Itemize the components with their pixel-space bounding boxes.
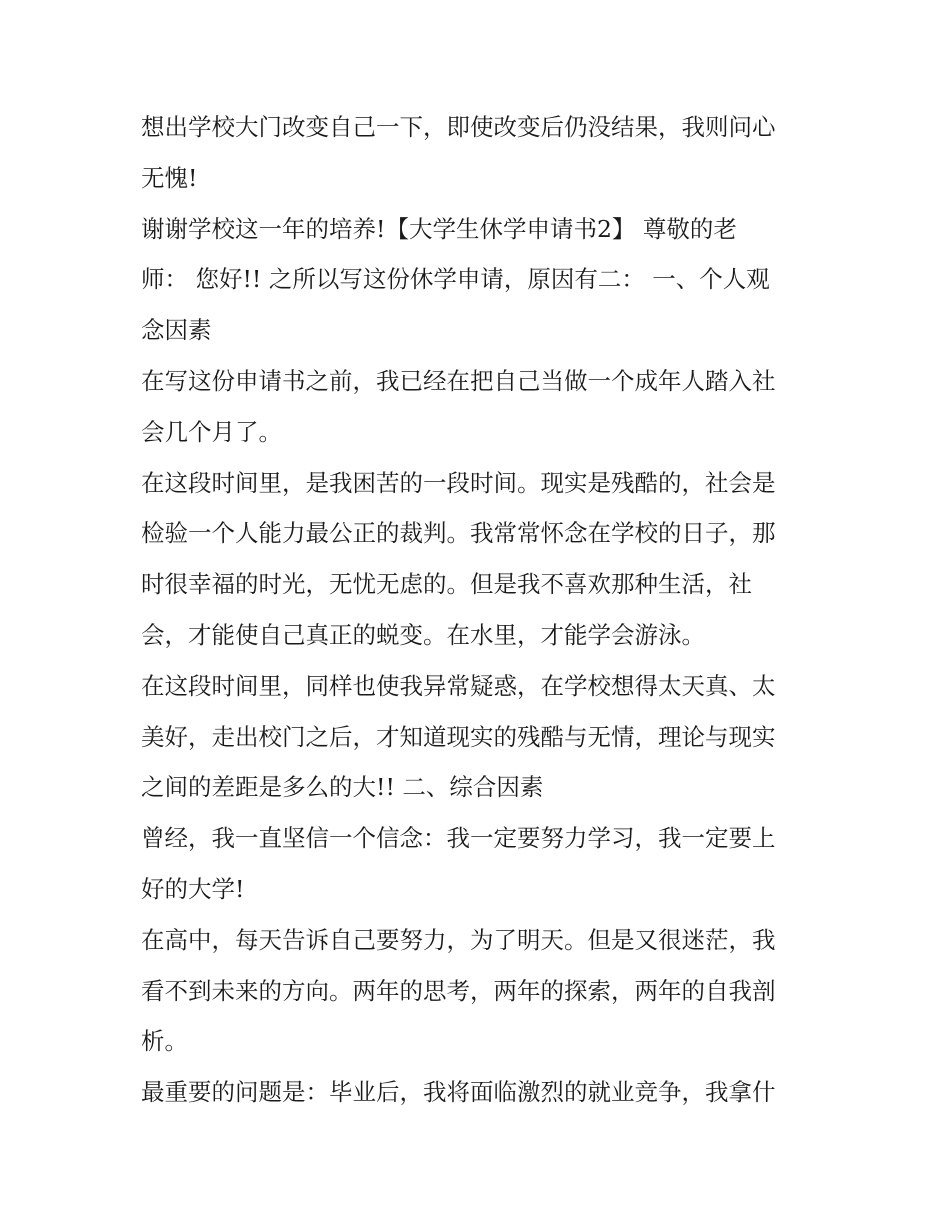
text-line: 在这段时间里，是我困苦的一段时间。现实是残酷的，社会是 (141, 468, 776, 497)
text-line: 会，才能使自己真正的蜕变。在水里，才能学会游泳。 (141, 620, 705, 649)
text-line: 检验一个人能力最公正的裁判。我常常怀念在学校的日子，那 (141, 519, 776, 548)
text-line: 无愧! (141, 163, 198, 192)
text-line: 谢谢学校这一年的培养!【大学生休学申请书2】 尊敬的老 (141, 214, 737, 243)
text-line: 最重要的问题是：毕业后，我将面临激烈的就业竞争，我拿什 (141, 1078, 776, 1107)
text-line: 在写这份申请书之前，我已经在把自己当做一个成年人踏入社 (141, 366, 776, 395)
text-line: 念因素 (141, 316, 212, 345)
document-body (141, 102, 821, 1118)
text-line: 在高中，每天告诉自己要努力，为了明天。但是又很迷茫，我 (141, 925, 776, 954)
text-line: 曾经，我一直坚信一个信念：我一定要努力学习，我一定要上 (141, 824, 776, 853)
text-line: 会几个月了。 (141, 417, 282, 446)
text-line: 时很幸福的时光，无忧无虑的。但是我不喜欢那种生活，社 (141, 570, 752, 599)
text-line: 好的大学! (141, 874, 245, 903)
text-line: 看不到未来的方向。两年的思考，两年的探索，两年的自我剖 (141, 976, 776, 1005)
text-line: 析。 (141, 1027, 188, 1056)
text-line: 美好，走出校门之后，才知道现实的残酷与无情，理论与现实 (141, 722, 776, 751)
text-line: 在这段时间里，同样也使我异常疑惑，在学校想得太天真、太 (141, 671, 776, 700)
text-line: 师： 您好!! 之所以写这份休学申请，原因有二： 一、个人观 (141, 265, 770, 294)
text-line: 想出学校大门改变自己一下，即使改变后仍没结果，我则问心 (141, 113, 776, 141)
text-line: 之间的差距是多么的大!! 二、综合因素 (141, 773, 544, 802)
